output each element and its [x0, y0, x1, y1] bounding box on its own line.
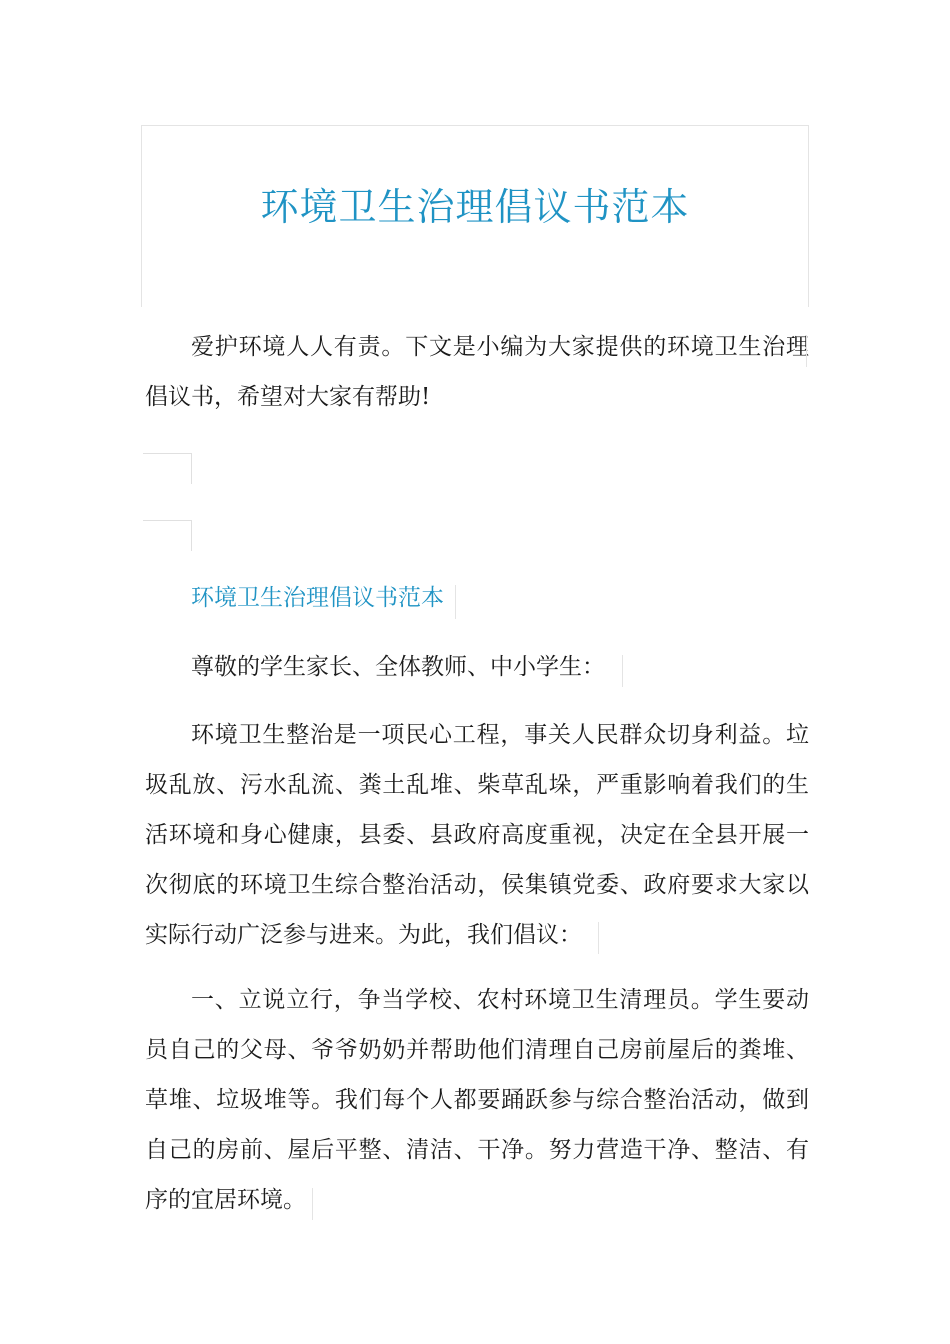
line-end-marker [312, 1188, 313, 1220]
body-paragraph: 环境卫生整治是一项民心工程，事关人民群众切身利益。垃圾乱放、污水乱流、粪土乱堆、柴草乱垛，严重影响着我们的生活环境和身心健康，县委、县政府高度重视，决定在全县开展一次彻底的环境卫生综合整治活动，侯集镇党委、政府要求大家以实际行动广泛参与进来。为此，我们倡议： [145, 722, 809, 948]
line-end-marker [622, 655, 623, 687]
section-break-marker [143, 453, 192, 484]
intro-paragraph: 爱护环境人人有责。下文是小编为大家提供的环境卫生治理倡议书，希望对大家有帮助! [145, 334, 809, 410]
line-end-marker [455, 585, 456, 619]
document-title: 环境卫生治理倡议书范本 [260, 185, 690, 229]
section-heading: 环境卫生治理倡议书范本 [191, 585, 444, 611]
section-break-marker [143, 520, 192, 551]
body-paragraph: 一、立说立行，争当学校、农村环境卫生清理员。学生要动员自己的父母、爷爷奶奶并帮助他们清理自己房前屋后的粪堆、草堆、垃圾堆等。我们每个人都要踊跃参与综合整治活动，做到自己的房前、屋后平整、清洁、干净。努力营造干净、整洁、有序的宜居环境。 [145, 987, 809, 1213]
salutation: 尊敬的学生家长、全体教师、中小学生： [191, 654, 605, 680]
line-end-marker [806, 335, 807, 367]
line-end-marker [598, 922, 599, 954]
